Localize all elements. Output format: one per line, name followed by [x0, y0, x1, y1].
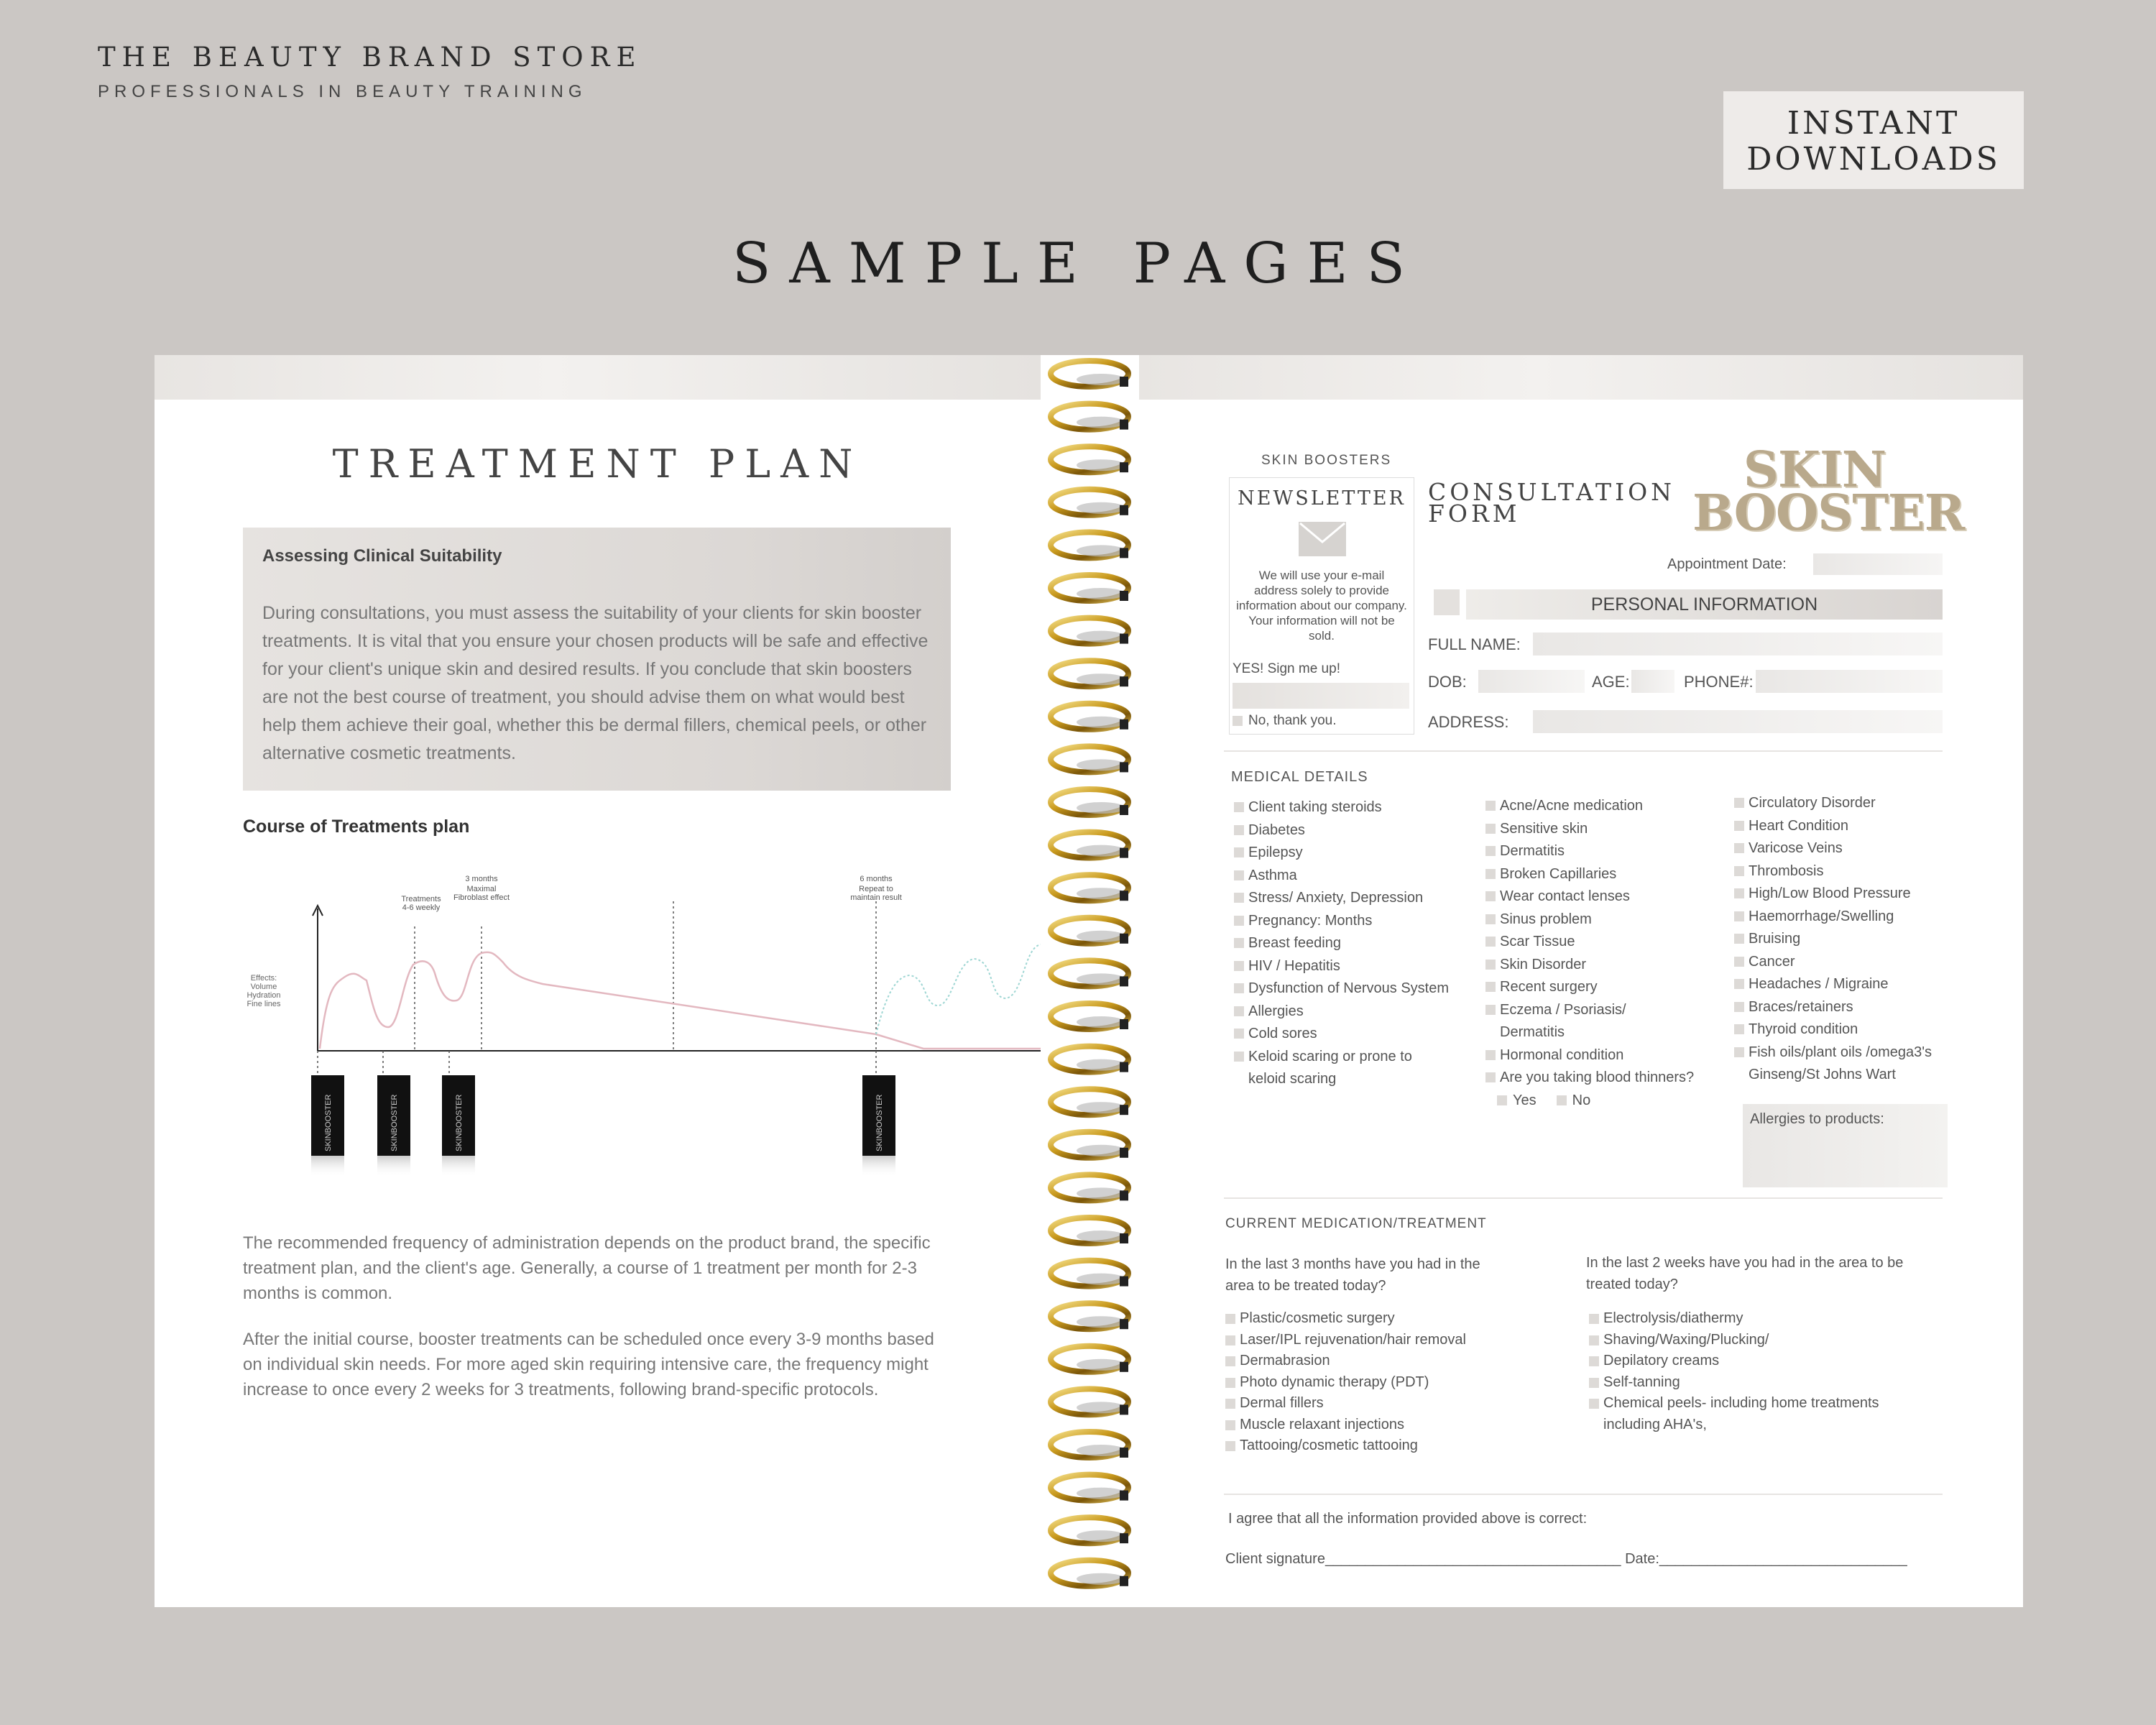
- checkbox[interactable]: [1234, 1006, 1244, 1016]
- annotation-fibroblast: Fibroblast effect: [453, 893, 510, 902]
- right-page: [1139, 355, 2023, 1607]
- checkbox[interactable]: [1234, 916, 1244, 926]
- checkbox[interactable]: [1485, 1050, 1496, 1060]
- checkbox[interactable]: [1589, 1399, 1599, 1409]
- page-top-band: [155, 355, 1041, 400]
- y-label-line-4: Fine lines: [247, 1000, 281, 1008]
- checkbox[interactable]: [1485, 801, 1496, 811]
- spiral-ring: [1051, 1475, 1128, 1501]
- vial-2: [377, 1075, 410, 1177]
- left-page: [155, 355, 1041, 1607]
- maintenance-paragraph: After the initial course, booster treatments can be scheduled once every 3-9 months based on individual skin needs. For more aged skin requiring intensive care, the frequency might increase to once every 2 weeks for 3 treatments, following brand-specific protocols.: [243, 1330, 934, 1399]
- no-checkbox[interactable]: [1557, 1095, 1567, 1105]
- edit-icon: [1434, 589, 1460, 615]
- y-label-line-3: Hydration: [247, 991, 281, 1000]
- list-item[interactable]: Laser/IPL rejuvenation/hair removal: [1225, 1330, 1542, 1351]
- checkbox[interactable]: [1485, 914, 1496, 924]
- checkbox[interactable]: [1485, 846, 1496, 856]
- checkbox[interactable]: [1485, 1005, 1496, 1015]
- list-item[interactable]: Bruising: [1734, 928, 1950, 951]
- checkbox[interactable]: [1734, 911, 1744, 921]
- list-item[interactable]: Keloid scaring or prone to keloid scaring: [1234, 1046, 1471, 1091]
- full-name-label: FULL NAME:: [1428, 635, 1521, 653]
- checkbox[interactable]: [1485, 937, 1496, 947]
- course-heading: Course of Treatments plan: [243, 816, 470, 837]
- signature-line[interactable]: Client signature_____________________________________ Date:_______________________________: [1225, 1551, 1907, 1567]
- checkbox[interactable]: [1734, 979, 1744, 989]
- list-item[interactable]: Sensitive skin: [1485, 818, 1723, 841]
- vial-3: [442, 1075, 475, 1177]
- list-item[interactable]: Broken Capillaries: [1485, 863, 1723, 886]
- vial-4-label: SKINBOOSTER: [875, 1094, 884, 1151]
- checkbox[interactable]: [1234, 983, 1244, 993]
- skin-booster-logo: [1692, 441, 1965, 542]
- checkbox[interactable]: [1485, 824, 1496, 834]
- page-top-band: [1139, 355, 2023, 400]
- vial-3-label: SKINBOOSTER: [455, 1094, 464, 1151]
- treatment-plan-title: TREATMENT PLAN: [332, 441, 863, 487]
- list-item[interactable]: Acne/Acne medication: [1485, 795, 1723, 818]
- personal-information-header: PERSONAL INFORMATION: [1466, 589, 1943, 620]
- vial-2-label: SKINBOOSTER: [390, 1094, 399, 1151]
- vial-1-label: SKINBOOSTER: [324, 1094, 333, 1151]
- list-item[interactable]: Sinus problem: [1485, 908, 1723, 932]
- spiral-ring: [1051, 618, 1128, 644]
- y-axis-label: [247, 974, 281, 1008]
- checkbox[interactable]: [1225, 1420, 1235, 1430]
- spiral-ring: [1051, 1046, 1128, 1072]
- blood-thinners-options: [1485, 1090, 1723, 1113]
- spiral-ring: [1051, 1517, 1128, 1543]
- annotation-treatments-weekly: 4-6 weekly: [402, 903, 441, 912]
- no-label: No: [1572, 1092, 1591, 1108]
- phone-field[interactable]: [1756, 670, 1943, 693]
- spiral-ring: [1051, 1346, 1128, 1372]
- spiral-ring: [1051, 1389, 1128, 1414]
- checkbox[interactable]: [1485, 869, 1496, 879]
- checkbox[interactable]: [1225, 1314, 1235, 1324]
- checkbox[interactable]: [1734, 866, 1744, 876]
- list-item[interactable]: Haemorrhage/Swelling: [1734, 906, 1950, 929]
- medical-list-2: [1485, 795, 1723, 1112]
- annotation-maximal: Maximal: [466, 885, 497, 893]
- spiral-ring: [1051, 1261, 1128, 1287]
- effect-curve: [320, 952, 1074, 1049]
- newsletter-email-field[interactable]: [1233, 683, 1409, 709]
- spiral-ring: [1051, 532, 1128, 558]
- list-item[interactable]: Wear contact lenses: [1485, 886, 1723, 908]
- list-item[interactable]: Stress/ Anxiety, Depression: [1234, 887, 1471, 910]
- section-divider: [1224, 750, 1943, 752]
- list-item[interactable]: Heart Condition: [1734, 815, 1950, 838]
- y-label-line-2: Volume: [250, 983, 277, 991]
- treatment-list-1: [1225, 1308, 1542, 1457]
- no-thanks-checkbox[interactable]: [1233, 716, 1243, 726]
- checkbox[interactable]: [1589, 1378, 1599, 1388]
- list-item[interactable]: Headaches / Migraine: [1734, 973, 1950, 996]
- ring-group: [1051, 361, 1128, 1586]
- annotation-6-months: 6 months: [860, 875, 893, 883]
- list-item[interactable]: Breast feeding: [1234, 932, 1471, 955]
- y-label-line-1: Effects:: [250, 974, 277, 983]
- newsletter-yes-label: YES! Sign me up!: [1233, 661, 1340, 676]
- form-title-line-2: FORM: [1428, 500, 1521, 528]
- brand-title: THE BEAUTY BRAND STORE: [98, 42, 642, 73]
- checkbox[interactable]: [1234, 961, 1244, 971]
- list-item[interactable]: Braces/retainers: [1734, 996, 1950, 1019]
- suitability-text: During consultations, you must assess the suitability of your clients for skin booster treatments. It is vital that you ensure your chosen products will be safe and effective for your client's unique skin and desired results. If you conclude that skin boosters are not the best course of treatment, you should advise them on what would best help them achieve their goal, whether this be dermal fillers, chemical peels, or other alternative cosmetic treatments.: [262, 603, 929, 763]
- spiral-ring: [1051, 875, 1128, 901]
- badge-line-2: DOWNLOADS: [1746, 141, 2001, 178]
- list-item[interactable]: Eczema / Psoriasis/ Dermatitis: [1485, 999, 1723, 1044]
- treatment-list-2: [1589, 1308, 1912, 1435]
- checkbox[interactable]: [1234, 802, 1244, 812]
- annotation-repeat: Repeat to: [859, 885, 893, 893]
- current-medication-label: CURRENT MEDICATION/TREATMENT: [1225, 1216, 1487, 1231]
- list-item[interactable]: Are you taking blood thinners?: [1485, 1067, 1723, 1090]
- newsletter-no-option[interactable]: [1233, 713, 1337, 729]
- checkbox[interactable]: [1589, 1356, 1599, 1366]
- list-item[interactable]: Asthma: [1234, 865, 1471, 888]
- list-item[interactable]: Cancer: [1734, 951, 1950, 974]
- list-item[interactable]: Cold sores: [1234, 1023, 1471, 1046]
- checkbox[interactable]: [1234, 938, 1244, 948]
- checkbox[interactable]: [1225, 1441, 1235, 1451]
- spiral-ring: [1051, 1003, 1128, 1029]
- phone-label: PHONE#:: [1684, 673, 1754, 691]
- list-item[interactable]: Electrolysis/diathermy: [1589, 1308, 1912, 1330]
- list-item[interactable]: Recent surgery: [1485, 976, 1723, 999]
- no-thanks-label: No, thank you.: [1248, 713, 1337, 728]
- full-name-field[interactable]: [1533, 632, 1943, 656]
- newsletter-text: We will use your e-mail address solely to provide information about our company. Your information will not be sold.: [1236, 569, 1407, 643]
- spiral-ring: [1051, 960, 1128, 986]
- checkbox[interactable]: [1485, 960, 1496, 970]
- checkbox[interactable]: [1734, 1047, 1744, 1057]
- list-item[interactable]: Tattooing/cosmetic tattooing: [1225, 1435, 1542, 1457]
- spiral-ring: [1051, 1218, 1128, 1243]
- spiral-ring: [1051, 575, 1128, 601]
- checkbox[interactable]: [1734, 1024, 1744, 1034]
- checkbox[interactable]: [1734, 798, 1744, 808]
- checkbox[interactable]: [1589, 1314, 1599, 1324]
- allergies-label: Allergies to products:: [1750, 1111, 1884, 1127]
- spiral-ring: [1051, 1303, 1128, 1329]
- spiral-ring: [1051, 361, 1128, 387]
- frequency-paragraph: The recommended frequency of administration depends on the product brand, the specific treatment plan, and the client's age. Generally, a course of 1 treatment per month for 2-3 months is common.: [243, 1233, 931, 1303]
- checkbox[interactable]: [1234, 825, 1244, 835]
- question-3-months: In the last 3 months have you had in the area to be treated today?: [1225, 1256, 1480, 1294]
- list-item[interactable]: Photo dynamic therapy (PDT): [1225, 1372, 1542, 1394]
- checkbox[interactable]: [1225, 1378, 1235, 1388]
- annotation-maintain: maintain result: [850, 893, 902, 902]
- list-item[interactable]: Skin Disorder: [1485, 954, 1723, 977]
- instant-downloads-badge: [1723, 91, 2024, 189]
- form-title-line-1: CONSULTATION: [1428, 478, 1676, 506]
- spiral-ring: [1051, 489, 1128, 515]
- checkbox[interactable]: [1234, 893, 1244, 903]
- list-item[interactable]: Scar Tissue: [1485, 931, 1723, 954]
- checkbox[interactable]: [1734, 957, 1744, 967]
- spiral-ring: [1051, 446, 1128, 472]
- list-item[interactable]: Shaving/Waxing/Plucking/: [1589, 1330, 1912, 1351]
- age-field[interactable]: [1631, 670, 1674, 693]
- checkbox[interactable]: [1485, 1072, 1496, 1082]
- list-item[interactable]: High/Low Blood Pressure: [1734, 883, 1950, 906]
- newsletter-label: SKIN BOOSTERS: [1261, 453, 1392, 468]
- address-field[interactable]: [1533, 710, 1943, 733]
- vial-4: [862, 1075, 895, 1177]
- list-item[interactable]: Depilatory creams: [1589, 1351, 1912, 1372]
- newsletter-title: NEWSLETTER: [1238, 487, 1406, 510]
- yes-label: Yes: [1513, 1092, 1537, 1108]
- dob-field[interactable]: [1478, 670, 1585, 693]
- consultation-form-title: [1428, 478, 1676, 528]
- list-item[interactable]: Circulatory Disorder: [1734, 792, 1950, 815]
- spiral-rings: [1041, 355, 1139, 1607]
- list-item[interactable]: Dermabrasion: [1225, 1351, 1542, 1372]
- spiral-ring: [1051, 1174, 1128, 1200]
- spiral-ring: [1051, 1432, 1128, 1458]
- medical-details-label: MEDICAL DETAILS: [1231, 769, 1368, 785]
- annotation-treatments: Treatments: [401, 895, 441, 903]
- badge-line-1: INSTANT: [1787, 105, 1961, 142]
- list-item[interactable]: Dysfunction of Nervous System: [1234, 978, 1471, 1000]
- checkbox[interactable]: [1589, 1335, 1599, 1346]
- list-item[interactable]: Self-tanning: [1589, 1372, 1912, 1394]
- spiral-ring: [1051, 1132, 1128, 1158]
- spiral-ring: [1051, 704, 1128, 730]
- checkbox[interactable]: [1234, 1029, 1244, 1039]
- spiral-ring: [1051, 661, 1128, 686]
- medical-list-1: [1234, 796, 1471, 1091]
- spiral-binding: [1041, 355, 1139, 1607]
- checkbox[interactable]: [1485, 982, 1496, 992]
- yes-checkbox[interactable]: [1497, 1095, 1507, 1105]
- checkbox[interactable]: [1225, 1335, 1235, 1346]
- list-item[interactable]: Thyroid condition: [1734, 1018, 1950, 1041]
- address-label: ADDRESS:: [1428, 713, 1509, 731]
- checkbox[interactable]: [1234, 870, 1244, 880]
- list-item[interactable]: Thrombosis: [1734, 860, 1950, 883]
- brand-tagline: PROFESSIONALS IN BEAUTY TRAINING: [98, 82, 587, 101]
- checkbox[interactable]: [1734, 1002, 1744, 1012]
- spiral-ring: [1051, 789, 1128, 815]
- checkbox[interactable]: [1734, 888, 1744, 898]
- spiral-ring: [1051, 832, 1128, 858]
- checkbox[interactable]: [1225, 1356, 1235, 1366]
- spiral-ring: [1051, 1560, 1128, 1586]
- list-item[interactable]: Diabetes: [1234, 819, 1471, 842]
- checkbox[interactable]: [1225, 1399, 1235, 1409]
- list-item[interactable]: HIV / Hepatitis: [1234, 955, 1471, 978]
- appointment-date-field[interactable]: [1813, 553, 1943, 575]
- spiral-ring: [1051, 918, 1128, 944]
- dob-label: DOB:: [1428, 673, 1467, 691]
- question-2-weeks: In the last 2 weeks have you had in the area to be treated today?: [1586, 1255, 1904, 1292]
- logo-line-2: BOOSTER: [1692, 484, 1965, 542]
- annotation-3-months: 3 months: [465, 875, 498, 883]
- vial-1: [311, 1075, 344, 1177]
- list-item[interactable]: Varicose Veins: [1734, 837, 1950, 860]
- section-divider: [1224, 1494, 1943, 1495]
- agreement-text: I agree that all the information provided above is correct:: [1228, 1511, 1588, 1527]
- suitability-heading: Assessing Clinical Suitability: [262, 546, 502, 566]
- list-item[interactable]: Dermatitis: [1485, 840, 1723, 863]
- list-item[interactable]: Client taking steroids: [1234, 796, 1471, 819]
- list-item[interactable]: Allergies: [1234, 1000, 1471, 1024]
- logo-line-1: SKIN: [1743, 441, 1886, 499]
- checkbox[interactable]: [1734, 934, 1744, 944]
- product-vials: [298, 1074, 923, 1196]
- appointment-date-label: Appointment Date:: [1667, 556, 1787, 572]
- list-item[interactable]: Epilepsy: [1234, 842, 1471, 865]
- list-item[interactable]: Plastic/cosmetic surgery: [1225, 1308, 1542, 1330]
- list-item[interactable]: Dermal fillers: [1225, 1393, 1542, 1414]
- checkbox[interactable]: [1234, 847, 1244, 857]
- list-item[interactable]: Pregnancy: Months: [1234, 910, 1471, 933]
- medical-list-3: [1734, 792, 1950, 1087]
- age-label: AGE:: [1592, 673, 1630, 691]
- list-item[interactable]: Fish oils/plant oils /omega3's Ginseng/St Johns Wart: [1734, 1041, 1950, 1087]
- spiral-ring: [1051, 404, 1128, 430]
- spiral-ring: [1051, 746, 1128, 772]
- section-divider: [1224, 1197, 1943, 1199]
- checkbox[interactable]: [1734, 821, 1744, 831]
- checkbox[interactable]: [1485, 891, 1496, 901]
- list-item[interactable]: Chemical peels- including home treatments including AHA's,: [1589, 1393, 1912, 1435]
- spiral-ring: [1051, 1089, 1128, 1115]
- list-item[interactable]: Muscle relaxant injections: [1225, 1414, 1542, 1436]
- envelope-icon: [1299, 522, 1346, 556]
- checkbox[interactable]: [1734, 843, 1744, 853]
- list-item[interactable]: Hormonal condition: [1485, 1044, 1723, 1067]
- checkbox[interactable]: [1234, 1052, 1244, 1062]
- sample-pages-title: SAMPLE PAGES: [732, 231, 1424, 296]
